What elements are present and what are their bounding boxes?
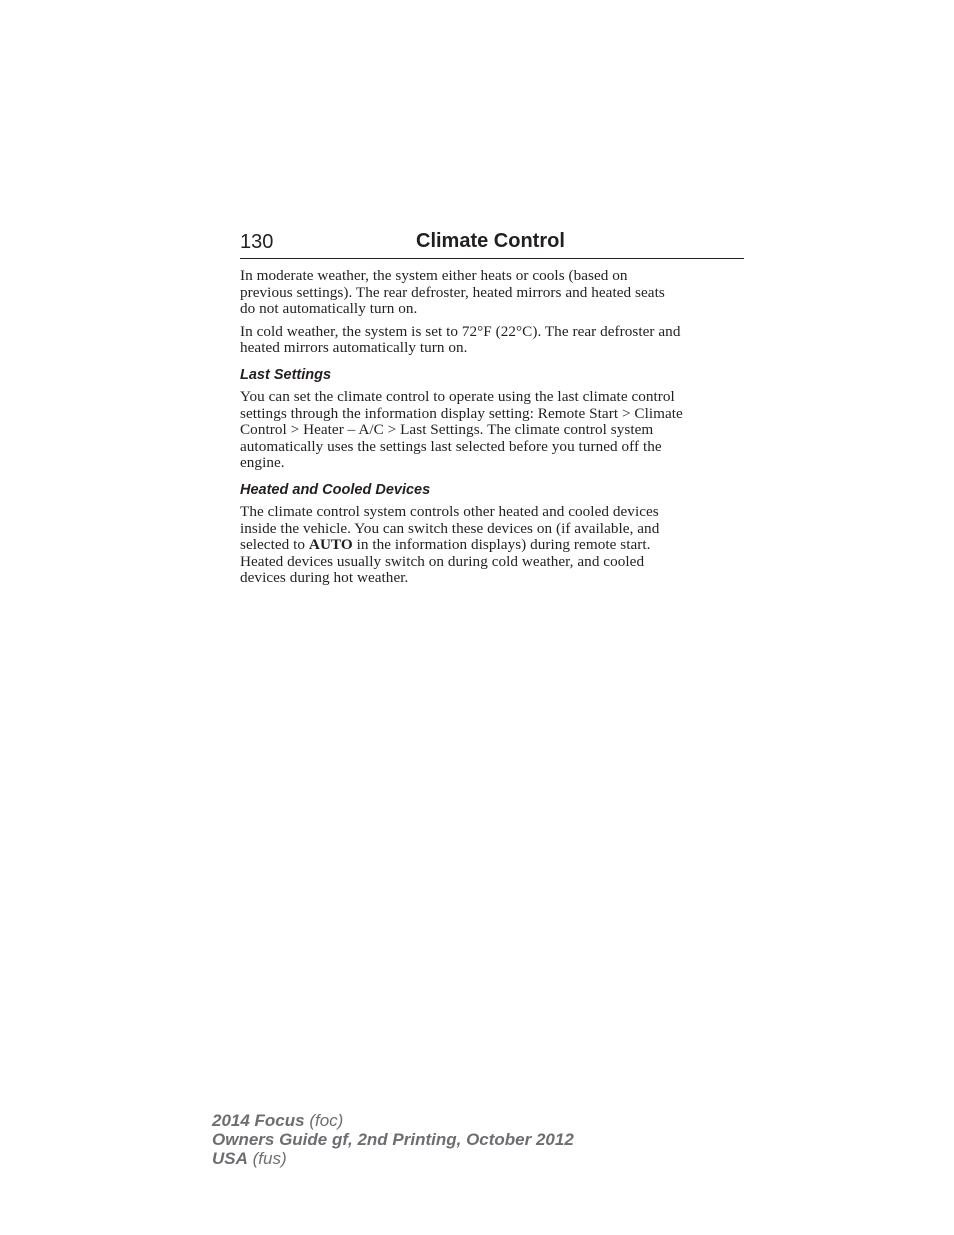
heading-last-settings: Last Settings bbox=[240, 366, 332, 383]
text-fragment: selected to bbox=[240, 536, 309, 554]
text-line: automatically uses the settings last selected before you turned off the bbox=[240, 437, 662, 455]
page-header bbox=[240, 228, 744, 259]
text-line: inside the vehicle. You can switch these devices on (if available, and bbox=[240, 519, 660, 537]
text-line: Control > Heater – A/C > Last Settings. The climate control system bbox=[240, 421, 654, 439]
text-line: settings through the information display setting: Remote Start > Climate bbox=[240, 404, 683, 422]
paragraph-heated-cooled-devices bbox=[240, 504, 746, 587]
text-line: The climate control system controls other heated and cooled devices bbox=[240, 502, 659, 520]
footer-model: 2014 Focus bbox=[212, 1111, 305, 1130]
footer-market-code: (fus) bbox=[247, 1149, 287, 1168]
text-line: You can set the climate control to operate using the last climate control bbox=[240, 387, 675, 405]
page-footer bbox=[212, 1111, 574, 1168]
text-line: heated mirrors automatically turn on. bbox=[240, 339, 468, 357]
auto-setting-label: AUTO bbox=[308, 536, 353, 554]
text-line-with-bold bbox=[240, 537, 746, 554]
text-line: In moderate weather, the system either heats or cools (based on bbox=[240, 267, 628, 284]
page-body bbox=[240, 268, 746, 593]
text-line: do not automatically turn on. bbox=[240, 300, 418, 318]
footer-model-code: (foc) bbox=[304, 1111, 344, 1130]
heading-heated-cooled-devices: Heated and Cooled Devices bbox=[240, 481, 431, 498]
text-line: devices during hot weather. bbox=[240, 569, 409, 587]
footer-market: USA bbox=[212, 1149, 248, 1168]
text-line: previous settings). The rear defroster, heated mirrors and heated seats bbox=[240, 283, 665, 301]
text-line: Heated devices usually switch on during cold weather, and cooled bbox=[240, 552, 645, 570]
paragraph-last-settings bbox=[240, 389, 746, 472]
footer-guide: Owners Guide gf, 2nd Printing, October 2012 bbox=[212, 1130, 574, 1149]
text-line: In cold weather, the system is set to 72°F (22°C). The rear defroster and bbox=[240, 322, 681, 340]
paragraph-moderate-weather bbox=[240, 268, 746, 318]
footer-guide-line bbox=[212, 1130, 574, 1149]
footer-model-line bbox=[212, 1111, 574, 1130]
text-line: engine. bbox=[240, 454, 285, 472]
paragraph-cold-weather bbox=[240, 324, 746, 357]
section-title: Climate Control bbox=[416, 230, 565, 252]
text-fragment: in the information displays) during remote start. bbox=[352, 536, 651, 554]
footer-market-line bbox=[212, 1149, 574, 1168]
page-number: 130 bbox=[240, 231, 274, 253]
